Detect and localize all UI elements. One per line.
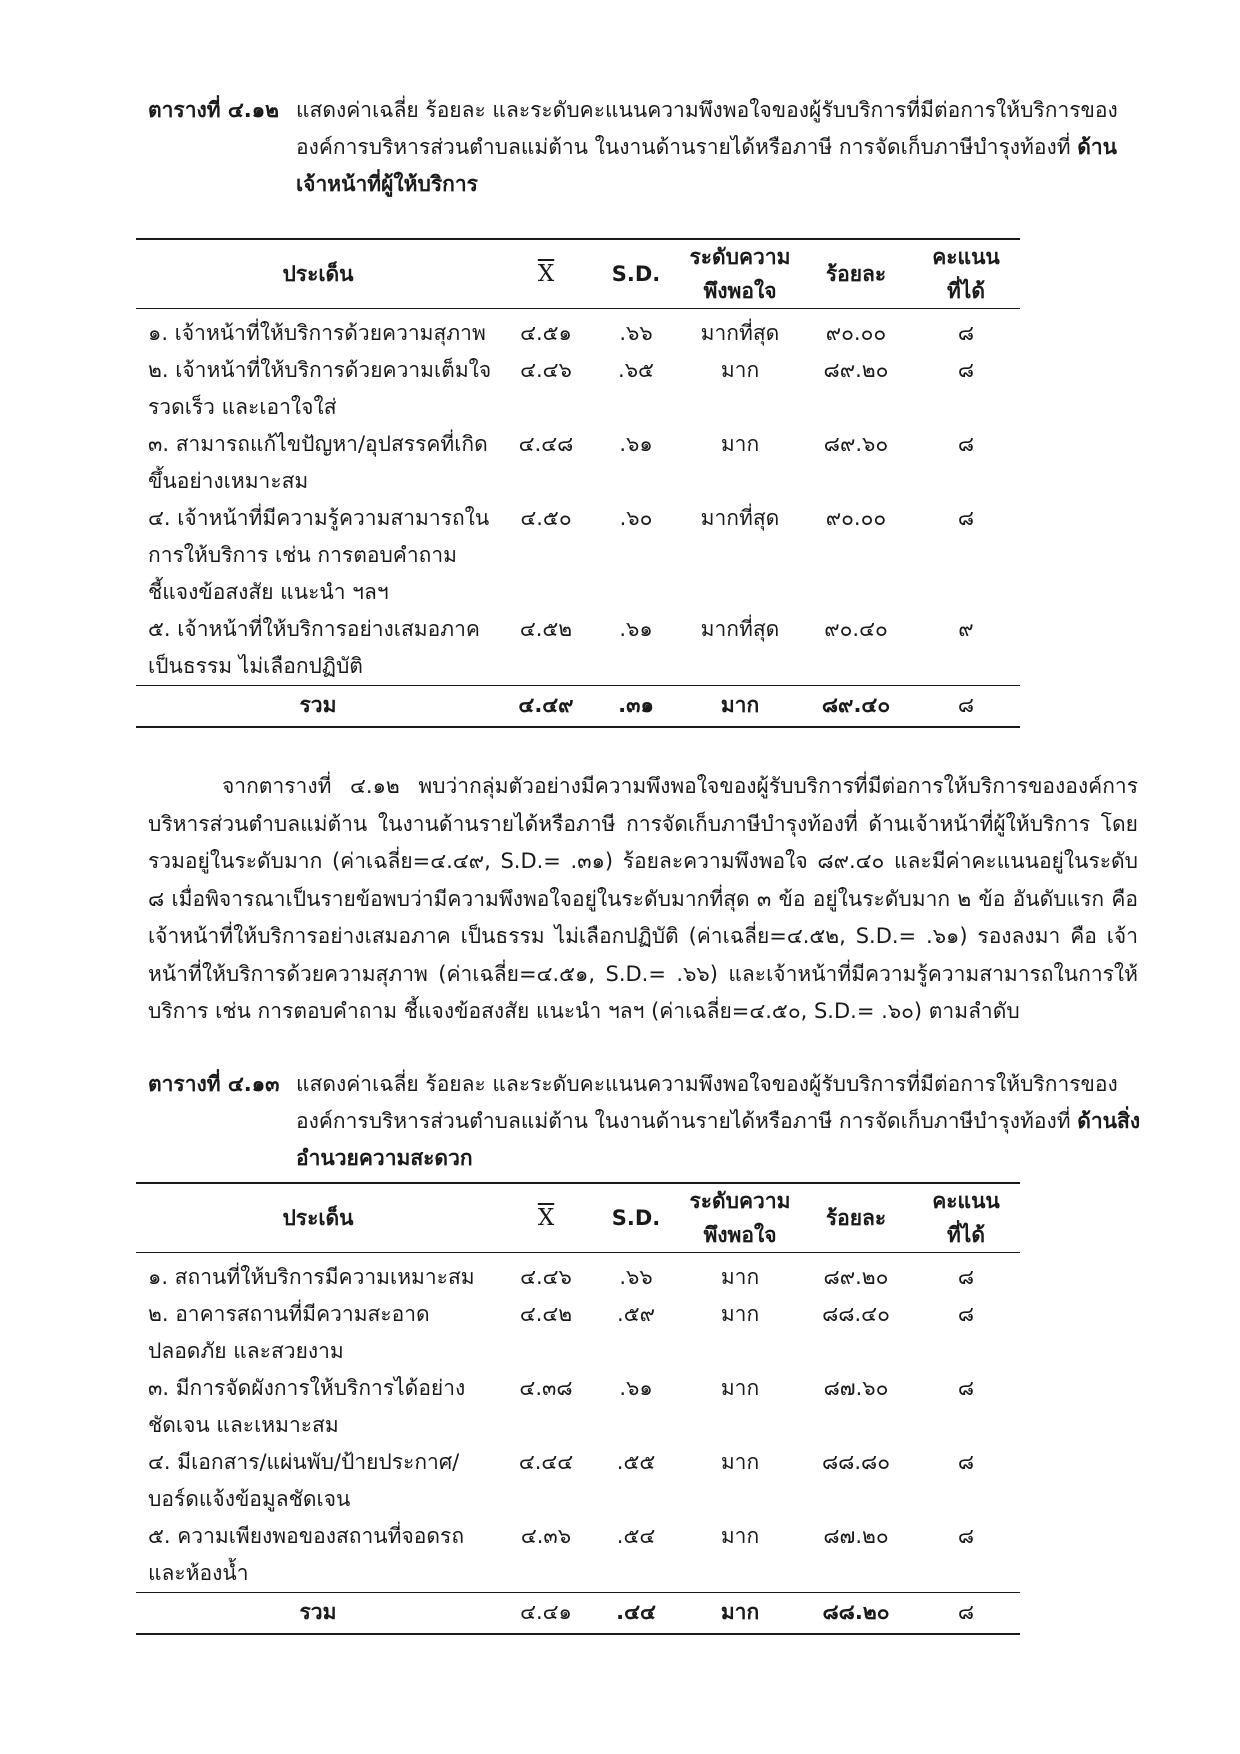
row-mean: ๔.๔๖ bbox=[520, 1265, 572, 1289]
mean-symbol: $\overline{X}$ bbox=[537, 261, 555, 287]
table-13-caption-bold: ด้านสิ่งอำนวยความสะดวก bbox=[296, 1109, 1141, 1170]
table-row bbox=[136, 1444, 1020, 1518]
row-level: มาก bbox=[720, 1302, 760, 1326]
row-mean: ๔.๕๒ bbox=[519, 617, 573, 641]
table-13-caption bbox=[148, 1066, 1146, 1177]
row-issue: ๓. มีการจัดผังการให้บริการได้อย่างชัดเจน และเหมาะสม bbox=[148, 1376, 466, 1437]
row-percent: ๘๙.๒๐ bbox=[823, 1265, 889, 1289]
row-sd: .๖๑ bbox=[619, 617, 653, 641]
table-row bbox=[136, 1370, 1020, 1444]
row-percent: ๘๘.๔๐ bbox=[822, 1302, 890, 1326]
row-mean: ๔.๕๐ bbox=[520, 506, 572, 530]
row-mean: ๔.๔๖ bbox=[520, 358, 572, 382]
header-level: ระดับความพึงพอใจ bbox=[689, 1189, 791, 1247]
row-score: ๘ bbox=[957, 506, 975, 530]
mean-symbol: $\overline{X}$ bbox=[537, 1205, 555, 1231]
row-sd: .๕๔ bbox=[616, 1524, 656, 1548]
row-level: มาก bbox=[720, 432, 760, 456]
header-sd: S.D. bbox=[611, 1206, 661, 1230]
row-issue: ๕. เจ้าหน้าที่ให้บริการอย่างเสมอภาค เป็นธรรม ไม่เลือกปฏิบัติ bbox=[148, 617, 480, 678]
row-level: มาก bbox=[720, 1265, 760, 1289]
header-percent: ร้อยละ bbox=[825, 1206, 887, 1230]
table-row bbox=[136, 1253, 1020, 1297]
summary-paragraph: จากตารางที่ ๔.๑๒ พบว่ากลุ่มตัวอย่างมีความพึงพอใจของผู้รับบริการที่มีต่อการให้บริการขององค์การบริหารส่วนตำบลแม่ต้าน ในงานด้านรายได้หรือภาษี การจัดเก็บภาษีบำรุงท้องที่ ด้านเจ้าหน้าที่ผู้ให้บริการ โดยรวมอยู่ในระดับมาก (ค่าเฉลี่ย=๔.๔๙, S.D.= .๓๑) ร้อยละความพึงพอใจ ๘๙.๔๐ และมีค่าคะแนนอยู่ในระดับ ๘ เมื่อพิจารณาเป็นรายข้อพบว่ามีความพึงพอใจอยู่ในระดับมากที่สุด ๓ ข้อ อยู่ในระดับมาก ๒ ข้อ อันดับแรก คือ เจ้าหน้าที่ให้บริการอย่างเสมอภาค เป็นธรรม ไม่เลือกปฏิบัติ (ค่าเฉลี่ย=๔.๕๒, S.D.= .๖๑) รองลงมา คือ เจ้าหน้าที่ให้บริการด้วยความสุภาพ (ค่าเฉลี่ย=๔.๕๑, S.D.= .๖๖) และเจ้าหน้าที่มีความรู้ความสามารถในการให้บริการ เช่น การตอบคำถาม ชี้แจงข้อสงสัย แนะนำ ฯลฯ (ค่าเฉลี่ย=๔.๕๐, S.D.= .๖๐) ตามลำดับ bbox=[148, 774, 1138, 1023]
row-score: ๘ bbox=[957, 1524, 975, 1548]
row-sd: .๖๐ bbox=[619, 506, 653, 530]
header-mean bbox=[500, 239, 592, 309]
table-row bbox=[136, 1296, 1020, 1370]
row-score: ๘ bbox=[957, 1450, 975, 1474]
row-sd: .๖๕ bbox=[618, 358, 654, 382]
total-sd: .๔๔ bbox=[616, 1600, 656, 1624]
header-sd: S.D. bbox=[611, 262, 661, 286]
row-sd: .๖๖ bbox=[619, 321, 653, 345]
row-score: ๘ bbox=[957, 1265, 975, 1289]
total-mean: ๔.๔๑ bbox=[520, 1600, 572, 1624]
row-score: ๘ bbox=[957, 321, 975, 345]
row-mean: ๔.๔๘ bbox=[518, 432, 574, 456]
row-mean: ๔.๓๘ bbox=[519, 1376, 573, 1400]
total-level: มาก bbox=[720, 1600, 760, 1624]
table-12-header-row bbox=[136, 239, 1020, 309]
row-mean: ๔.๕๑ bbox=[520, 321, 572, 345]
table-13-header-row bbox=[136, 1183, 1020, 1253]
total-mean: ๔.๔๙ bbox=[518, 693, 574, 717]
row-level: มากที่สุด bbox=[700, 321, 780, 345]
table-total-row bbox=[136, 686, 1020, 728]
row-issue: ๓. สามารถแก้ไขปัญหา/อุปสรรคที่เกิดขึ้นอย่างเหมาะสม bbox=[148, 432, 488, 493]
row-level: มากที่สุด bbox=[700, 617, 780, 641]
table-row bbox=[136, 309, 1020, 353]
row-level: มาก bbox=[720, 1450, 760, 1474]
header-mean bbox=[500, 1183, 592, 1253]
row-percent: ๘๘.๘๐ bbox=[821, 1450, 891, 1474]
table-row bbox=[136, 352, 1020, 426]
row-percent: ๙๐.๐๐ bbox=[825, 506, 887, 530]
table-total-row bbox=[136, 1593, 1020, 1635]
row-issue: ๕. ความเพียงพอของสถานที่จอดรถและห้องน้ำ bbox=[148, 1524, 465, 1585]
table-12-caption-text: แสดงค่าเฉลี่ย ร้อยละ และระดับคะแนนความพึงพอใจของผู้รับบริการที่มีต่อการให้บริการขององค์การบริหารส่วนตำบลแม่ต้าน ในงานด้านรายได้หรือภาษี การจัดเก็บภาษีบำรุงท้องที่ bbox=[296, 98, 1118, 159]
row-score: ๘ bbox=[957, 1302, 975, 1326]
header-issue: ประเด็น bbox=[282, 262, 354, 286]
total-sd: .๓๑ bbox=[618, 693, 654, 717]
header-score: คะแนนที่ได้ bbox=[932, 1189, 1000, 1247]
row-percent: ๘๙.๒๐ bbox=[823, 358, 889, 382]
row-level: มาก bbox=[720, 358, 760, 382]
total-score: ๘ bbox=[957, 693, 975, 717]
row-sd: .๕๕ bbox=[616, 1450, 656, 1474]
row-issue: ๑. เจ้าหน้าที่ให้บริการด้วยความสุภาพ bbox=[148, 321, 486, 345]
header-issue: ประเด็น bbox=[282, 1206, 354, 1230]
total-percent: ๘๘.๒๐ bbox=[822, 1600, 890, 1624]
total-score: ๘ bbox=[957, 1600, 975, 1624]
row-sd: .๕๙ bbox=[617, 1302, 655, 1326]
row-score: ๙ bbox=[958, 617, 974, 641]
row-level: มาก bbox=[720, 1524, 760, 1548]
total-level: มาก bbox=[720, 693, 760, 717]
table-13-label: ตารางที่ ๔.๑๓ bbox=[148, 1072, 280, 1096]
row-issue: ๔. เจ้าหน้าที่มีความรู้ความสามารถในการให้บริการ เช่น การตอบคำถาม ชี้แจงข้อสงสัย แนะนำ ฯลฯ bbox=[148, 506, 490, 604]
table-row bbox=[136, 611, 1020, 686]
total-issue: รวม bbox=[299, 693, 337, 717]
table-row bbox=[136, 426, 1020, 500]
row-score: ๘ bbox=[957, 358, 975, 382]
header-percent: ร้อยละ bbox=[825, 262, 887, 286]
header-score: คะแนนที่ได้ bbox=[932, 245, 1000, 303]
table-row bbox=[136, 1518, 1020, 1593]
row-issue: ๒. เจ้าหน้าที่ให้บริการด้วยความเต็มใจ รวดเร็ว และเอาใจใส่ bbox=[148, 358, 492, 419]
row-level: มากที่สุด bbox=[700, 506, 780, 530]
row-mean: ๔.๔๒ bbox=[519, 1302, 573, 1326]
row-percent: ๘๗.๖๐ bbox=[823, 1376, 889, 1400]
table-12-label: ตารางที่ ๔.๑๒ bbox=[148, 98, 279, 122]
table-12-caption bbox=[148, 92, 1146, 203]
table-13 bbox=[136, 1182, 1020, 1635]
row-percent: ๙๐.๐๐ bbox=[825, 321, 887, 345]
row-sd: .๖๑ bbox=[619, 432, 653, 456]
row-level: มาก bbox=[720, 1376, 760, 1400]
row-issue: ๔. มีเอกสาร/แผ่นพับ/ป้ายประกาศ/บอร์ดแจ้งข้อมูลชัดเจน bbox=[148, 1450, 460, 1511]
row-sd: .๖๑ bbox=[619, 1376, 653, 1400]
table-12-caption-bold: ด้านเจ้าหน้าที่ผู้ให้บริการ bbox=[296, 135, 1118, 196]
row-mean: ๔.๔๔ bbox=[518, 1450, 574, 1474]
row-mean: ๔.๓๖ bbox=[520, 1524, 572, 1548]
table-13-caption-text: แสดงค่าเฉลี่ย ร้อยละ และระดับคะแนนความพึงพอใจของผู้รับบริการที่มีต่อการให้บริการขององค์การบริหารส่วนตำบลแม่ต้าน ในงานด้านรายได้หรือภาษี การจัดเก็บภาษีบำรุงท้องที่ bbox=[296, 1072, 1118, 1133]
header-level: ระดับความพึงพอใจ bbox=[689, 245, 791, 303]
table-row bbox=[136, 500, 1020, 611]
row-sd: .๖๖ bbox=[619, 1265, 653, 1289]
row-percent: ๘๙.๖๐ bbox=[823, 432, 889, 456]
total-percent: ๘๙.๔๐ bbox=[821, 693, 891, 717]
row-score: ๘ bbox=[957, 1376, 975, 1400]
table-12 bbox=[136, 238, 1020, 728]
row-percent: ๙๐.๔๐ bbox=[824, 617, 888, 641]
row-issue: ๑. สถานที่ให้บริการมีความเหมาะสม bbox=[148, 1265, 475, 1289]
row-issue: ๒. อาคารสถานที่มีความสะอาด ปลอดภัย และสวยงาม bbox=[148, 1302, 430, 1363]
row-score: ๘ bbox=[957, 432, 975, 456]
total-issue: รวม bbox=[299, 1600, 337, 1624]
row-percent: ๘๗.๒๐ bbox=[823, 1524, 889, 1548]
